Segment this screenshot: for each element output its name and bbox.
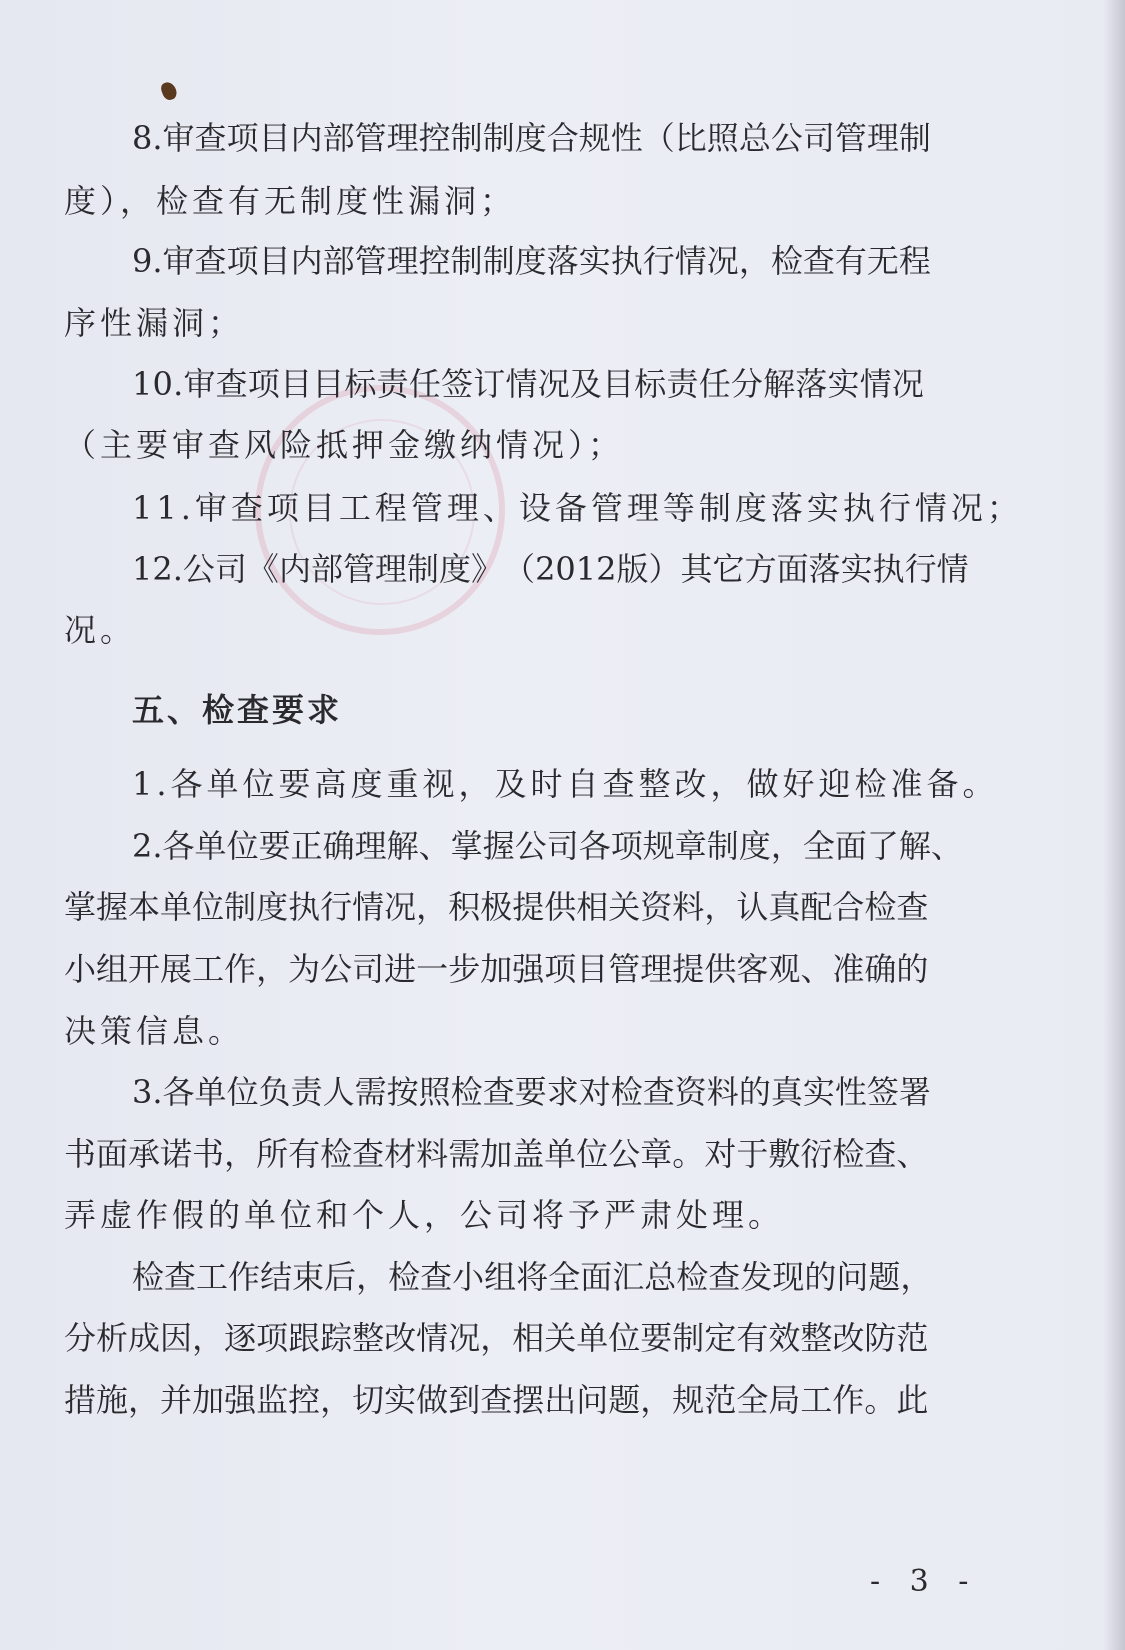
body-line-13: 小 组 开 展 工 作 ， 为 公 司 进 一 步 加 强 项 目 管 理 提 供 客 观 、 准 确 的 bbox=[64, 950, 929, 988]
body-line-18: 检 查 工 作 结 束 后 ， 检 查 小 组 将 全 面 汇 总 检 查 发 现 的 问 题 ， bbox=[132, 1258, 933, 1296]
page-edge-shadow bbox=[1103, 0, 1125, 1650]
body-line-14: 决策信息。 bbox=[64, 1012, 245, 1050]
body-line-10: 1.各单位要高度重视，及时自查整改，做好迎检准备。 bbox=[132, 765, 999, 803]
body-line-4: 序性漏洞； bbox=[64, 304, 245, 342]
body-line-6: （主要审查风险抵押金缴纳情况）； bbox=[64, 426, 625, 464]
body-line-1: 8 . 审 查 项 目 内 部 管 理 控 制 制 度 合 规 性 （ 比 照 总 公 司 管 理 制 bbox=[132, 119, 931, 157]
body-line-12: 掌 握 本 单 位 制 度 执 行 情 况 ， 积 极 提 供 相 关 资 料 ， 认 真 配 合 检 查 bbox=[64, 888, 929, 926]
body-line-2: 度），检查有无制度性漏洞； bbox=[64, 182, 517, 220]
scan-speck bbox=[159, 80, 178, 102]
body-line-16: 书 面 承 诺 书 ， 所 有 检 查 材 料 需 加 盖 单 位 公 章 。 对 于 敷 衍 检 查 、 bbox=[64, 1135, 929, 1173]
body-line-17: 弄虚作假的单位和个人，公司将予严肃处理。 bbox=[64, 1196, 785, 1234]
body-line-19: 分 析 成 因 ， 逐 项 跟 踪 整 改 情 况 ， 相 关 单 位 要 制 定 有 效 整 改 防 范 bbox=[64, 1319, 929, 1357]
body-line-5: 1 0 . 审 查 项 目 目 标 责 任 签 订 情 况 及 目 标 责 任 分 解 落 实 情 况 bbox=[132, 365, 924, 403]
body-line-9: 况。 bbox=[64, 611, 137, 649]
section-heading: 五、检查要求 bbox=[132, 691, 343, 729]
body-line-7: 11.审查项目工程管理、设备管理等制度落实执行情况； bbox=[132, 489, 1023, 527]
body-line-15: 3 . 各 单 位 负 责 人 需 按 照 检 查 要 求 对 检 查 资 料 的 真 实 性 签 署 bbox=[132, 1073, 931, 1111]
body-line-3: 9 . 审 查 项 目 内 部 管 理 控 制 制 度 落 实 执 行 情 况 ， 检 查 有 无 程 bbox=[132, 242, 931, 280]
body-line-11: 2 . 各 单 位 要 正 确 理 解 、 掌 握 公 司 各 项 规 章 制 度 ， 全 面 了 解 、 bbox=[132, 827, 963, 865]
page-number: - 3 - bbox=[870, 1564, 979, 1599]
body-line-8: 1 2 . 公 司 《 内 部 管 理 制 度 》 （ 2 0 1 2 版 ） 其 它 方 面 落 实 执 行 情 bbox=[132, 550, 969, 588]
body-line-20: 措 施 ， 并 加 强 监 控 ， 切 实 做 到 查 摆 出 问 题 ， 规 范 全 局 工 作 。 此 bbox=[64, 1381, 929, 1419]
